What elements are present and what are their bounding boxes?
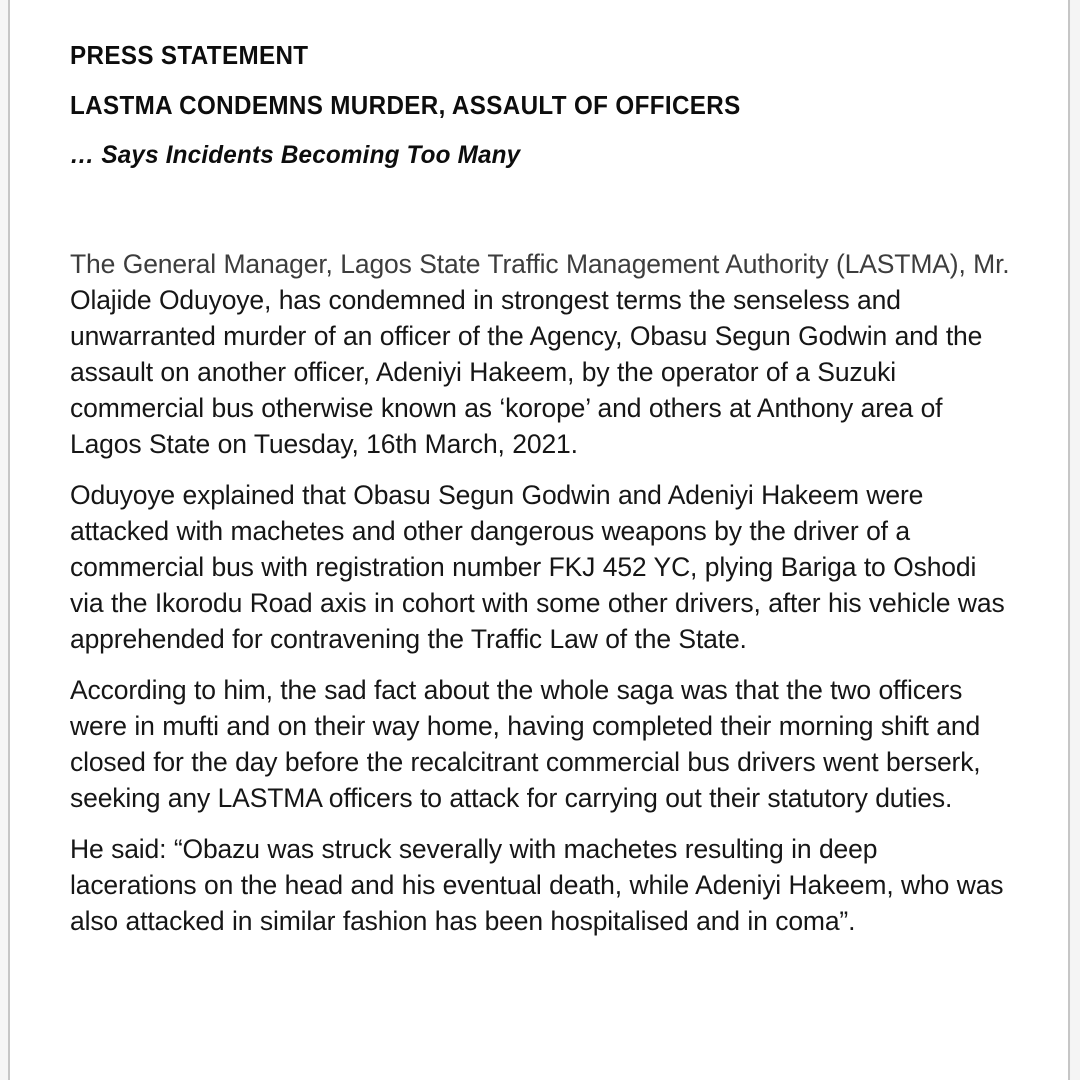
vertical-scrollbar-track[interactable] — [1062, 0, 1074, 1080]
document-content — [70, 30, 1010, 939]
subtitle: … Says Incidents Becoming Too Many — [70, 141, 521, 169]
heading-block — [70, 30, 1010, 180]
left-gutter — [0, 0, 8, 1080]
eyebrow-heading: PRESS STATEMENT — [70, 40, 309, 70]
paragraph: Oduyoye explained that Obasu Segun Godwin and Adeniyi Hakeem were attacked with machetes and other dangerous weapons by the driver of a commercial bus with registration number FKJ 452 YC, plying Bariga to Oshodi via the Ikorodu Road axis in cohort with some other drivers, after his vehicle was apprehended for contravening the Traffic Law of the State. — [70, 480, 1005, 654]
paragraph: He said: “Obazu was struck severally with machetes resulting in deep lacerations on the head and his eventual death, while Adeniyi Hakeem, who was also attacked in similar fashion has been hospitalised and in coma”. — [70, 834, 1004, 936]
body-block — [70, 246, 1010, 939]
paragraph: The General Manager, Lagos State Traffic Management Authority (LASTMA), Mr. Olajide Oduyoye, has condemned in strongest terms the senseless and unwarranted murder of an officer of the Agency, Obasu Segun Godwin and the assault on another officer, Adeniyi Hakeem, by the operator of a Suzuki commercial bus otherwise known as ‘korope’ and others at Anthony area of Lagos State on Tuesday, 16th March, 2021. — [70, 249, 1010, 459]
document-page — [10, 0, 1068, 1080]
paragraph: According to him, the sad fact about the whole saga was that the two officers were in mufti and on their way home, having completed their morning shift and closed for the day before the recalcitrant commercial bus drivers went berserk, seeking any LASTMA officers to attack for carrying out their statutory duties. — [70, 675, 981, 813]
page-title: LASTMA CONDEMNS MURDER, ASSAULT OF OFFICERS — [70, 90, 741, 120]
